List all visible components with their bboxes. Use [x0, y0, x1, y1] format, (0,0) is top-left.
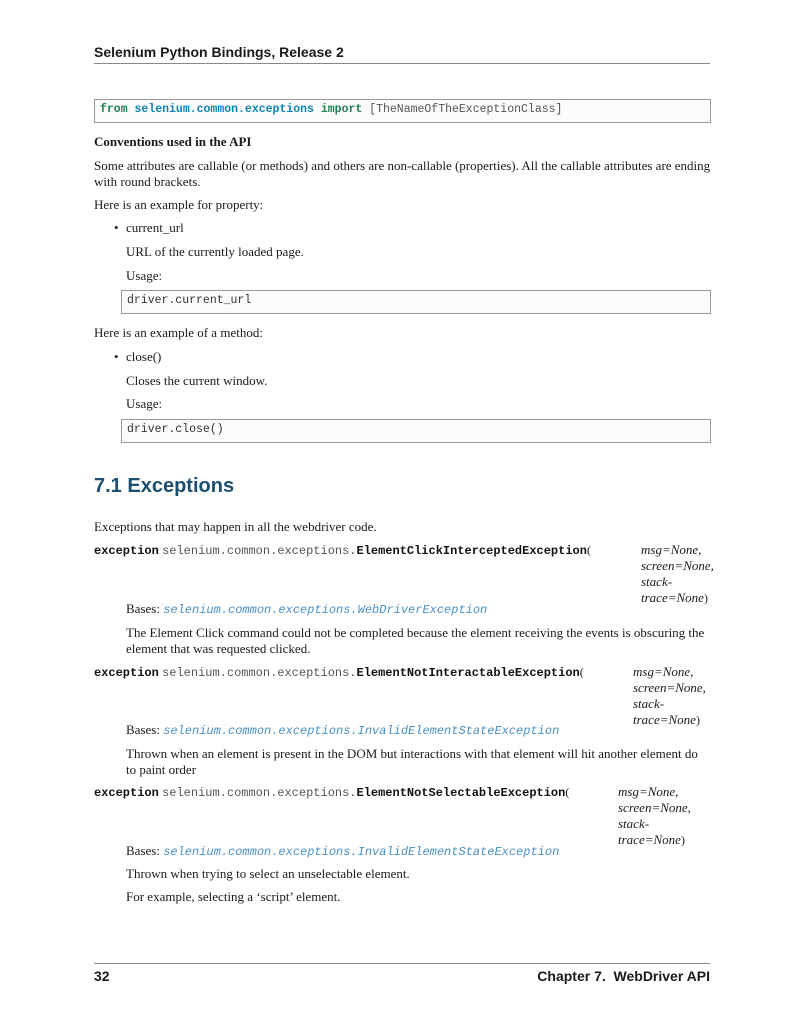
chapter-title: Chapter 7. WebDriver API	[537, 968, 710, 984]
page-number: 32	[94, 968, 110, 984]
import-code-block	[94, 99, 711, 123]
exception-desc-2: For example, selecting a ‘script’ element.	[126, 889, 341, 904]
close-paren: )	[680, 833, 685, 847]
param-stack: stack-	[641, 574, 673, 589]
page-header-title: Selenium Python Bindings, Release 2	[94, 44, 344, 60]
param-trace	[618, 832, 691, 848]
import-target: [TheNameOfTheExceptionClass]	[369, 103, 563, 116]
exception-bases	[126, 722, 559, 738]
open-paren: (	[565, 785, 570, 799]
exception-desc-2: to paint order	[126, 762, 197, 777]
footer-rule	[94, 963, 710, 964]
method-code-block: driver.close()	[121, 419, 711, 443]
method-name: close()	[126, 349, 162, 364]
exception-module-path: selenium.common.exceptions.	[162, 786, 357, 800]
exception-module-path: selenium.common.exceptions.	[162, 666, 357, 680]
param-msg: msg=None,	[633, 664, 694, 679]
conventions-intro-2: with round brackets.	[94, 174, 201, 189]
exception-class-name: ElementNotInteractableException	[356, 666, 580, 680]
section-heading	[94, 475, 234, 498]
exception-params	[633, 664, 706, 728]
exception-class-name: ElementNotSelectableException	[356, 786, 566, 800]
section-intro: Exceptions that may happen in all the webdriver code.	[94, 519, 377, 534]
method-bullet: •	[114, 349, 119, 364]
exception-keyword: exception	[94, 666, 159, 680]
exception-signature	[94, 664, 584, 680]
open-paren: (	[586, 543, 591, 557]
module-name: selenium.common.exceptions	[134, 103, 314, 116]
exception-desc-1: Thrown when trying to select an unselectable element.	[126, 866, 410, 881]
bases-label: Bases:	[126, 843, 160, 858]
bases-link[interactable]: selenium.common.exceptions.WebDriverException	[163, 603, 488, 617]
property-intro: Here is an example for property:	[94, 197, 264, 212]
conventions-intro-1: Some attributes are callable (or methods) and others are non-callable (properties). All the callable attributes are ending	[94, 158, 711, 173]
exception-bases	[126, 843, 559, 859]
param-trace-text: trace=None	[618, 832, 681, 847]
exception-module-path: selenium.common.exceptions.	[162, 544, 357, 558]
param-stack: stack-	[633, 696, 665, 711]
from-keyword: from	[100, 103, 128, 116]
exception-keyword: exception	[94, 544, 159, 558]
property-code-block: driver.current_url	[121, 290, 711, 314]
param-trace	[633, 712, 706, 728]
close-paren: )	[703, 591, 708, 605]
bases-link[interactable]: selenium.common.exceptions.InvalidElementStateException	[163, 845, 560, 859]
param-msg: msg=None,	[618, 784, 679, 799]
property-bullet: •	[114, 220, 119, 235]
method-intro: Here is an example of a method:	[94, 325, 263, 340]
exception-desc-2: element that was requested clicked.	[126, 641, 311, 656]
param-stack: stack-	[618, 816, 650, 831]
section-title: Exceptions	[127, 475, 235, 497]
bases-label: Bases:	[126, 722, 160, 737]
import-keyword: import	[320, 103, 363, 116]
bases-link[interactable]: selenium.common.exceptions.InvalidElementStateException	[163, 724, 560, 738]
exception-params	[641, 542, 714, 606]
exception-params	[618, 784, 691, 848]
close-paren: )	[695, 713, 700, 727]
exception-bases	[126, 601, 487, 617]
param-screen: screen=None,	[633, 680, 706, 695]
open-paren: (	[579, 665, 584, 679]
exception-desc-1: Thrown when an element is present in the DOM but interactions with that element will hit another element do	[126, 746, 698, 761]
exception-desc-1: The Element Click command could not be completed because the element receiving the events is obscuring the	[126, 625, 705, 640]
param-trace	[641, 590, 714, 606]
exception-class-name: ElementClickInterceptedException	[356, 544, 587, 558]
property-name: current_url	[126, 220, 184, 235]
method-desc: Closes the current window.	[126, 373, 268, 388]
property-usage-label: Usage:	[126, 268, 163, 283]
param-trace-text: trace=None	[641, 590, 704, 605]
method-usage-label: Usage:	[126, 396, 163, 411]
property-desc: URL of the currently loaded page.	[126, 244, 304, 259]
conventions-heading: Conventions used in the API	[94, 134, 252, 149]
section-number: 7.1	[94, 475, 122, 497]
exception-signature	[94, 784, 569, 800]
param-msg: msg=None,	[641, 542, 702, 557]
header-rule	[94, 63, 710, 64]
bases-label: Bases:	[126, 601, 160, 616]
param-screen: screen=None,	[641, 558, 714, 573]
param-screen: screen=None,	[618, 800, 691, 815]
param-trace-text: trace=None	[633, 712, 696, 727]
exception-keyword: exception	[94, 786, 159, 800]
exception-signature	[94, 542, 591, 558]
